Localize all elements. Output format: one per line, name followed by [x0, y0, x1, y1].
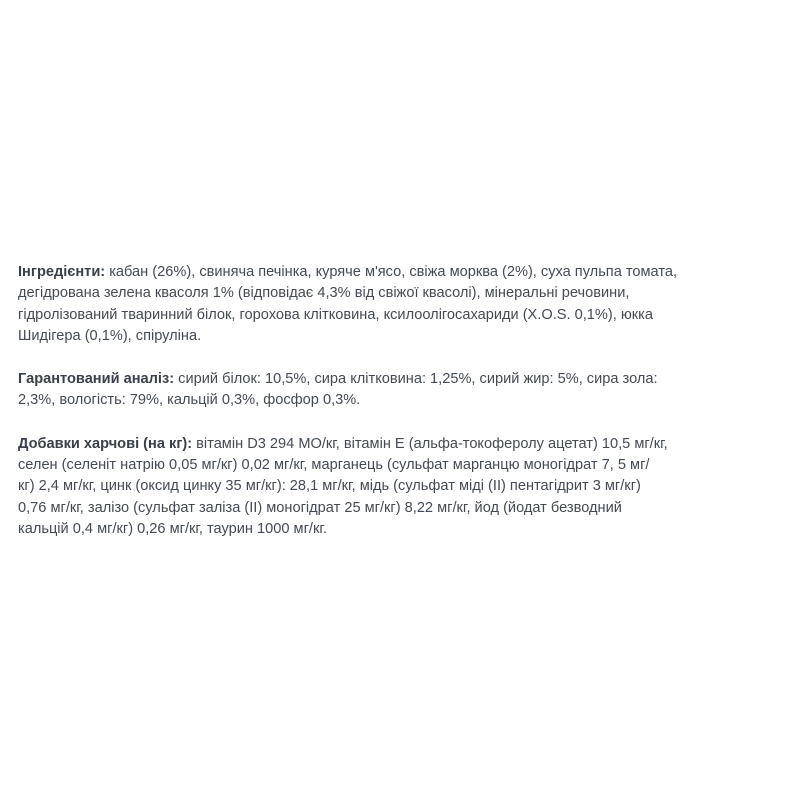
- additives-line-3: кг) 2,4 мг/кг, цинк (оксид цинку 35 мг/кг): 28,1 мг/кг, мідь (сульфат міді (II) пентагідрит 3 мг/кг): [18, 478, 641, 495]
- ingredients-label: Інгредієнти:: [18, 264, 106, 280]
- analysis-line-2: 2,3%, вологість: 79%, кальцій 0,3%, фосфор 0,3%.: [18, 392, 361, 409]
- product-description: [18, 262, 784, 562]
- additives-text: вітамін D3 294 МО/кг, вітамін Е (альфа-токоферолу ацетат) 10,5 мг/кг,: [192, 435, 668, 452]
- ingredients-line-3: гідролізований тваринний білок, горохова клітковина, ксилоолігосахариди (X.O.S. 0,1%), юкка: [18, 306, 653, 323]
- ingredients-text: кабан (26%), свиняча печінка, куряче м'ясо, свіжа морква (2%), суха пульпа томата,: [105, 264, 678, 280]
- ingredients-line-4: Шидігера (0,1%), спіруліна.: [18, 327, 202, 344]
- additives-line-4: 0,76 мг/кг, залізо (сульфат заліза (II) моногідрат 25 мг/кг) 8,22 мг/кг, йод (йодат безводний: [18, 499, 622, 516]
- ingredients-line-2: дегідрована зелена квасоля 1% (відповідає 4,3% від свіжої квасолі), мінеральні речовини,: [18, 285, 630, 302]
- ingredients-line-1: [18, 262, 784, 283]
- analysis-line-1: [18, 369, 784, 390]
- ingredients-section: [18, 262, 784, 347]
- additives-line-2: селен (селеніт натрію 0,05 мг/кг) 0,02 мг/кг, марганець (сульфат марганцю моногідрат 7, 5 мг/: [18, 457, 650, 474]
- analysis-label: Гарантований аналіз:: [18, 371, 175, 388]
- additives-line-5: кальцій 0,4 мг/кг) 0,26 мг/кг, таурин 1000 мг/кг.: [18, 520, 327, 537]
- additives-line-1: [18, 434, 784, 455]
- analysis-section: [18, 369, 784, 412]
- additives-section: [18, 434, 784, 540]
- additives-label: Добавки харчові (на кг):: [18, 435, 193, 452]
- analysis-text: сирий білок: 10,5%, сира клітковина: 1,25%, сирий жир: 5%, сира зола:: [174, 371, 658, 388]
